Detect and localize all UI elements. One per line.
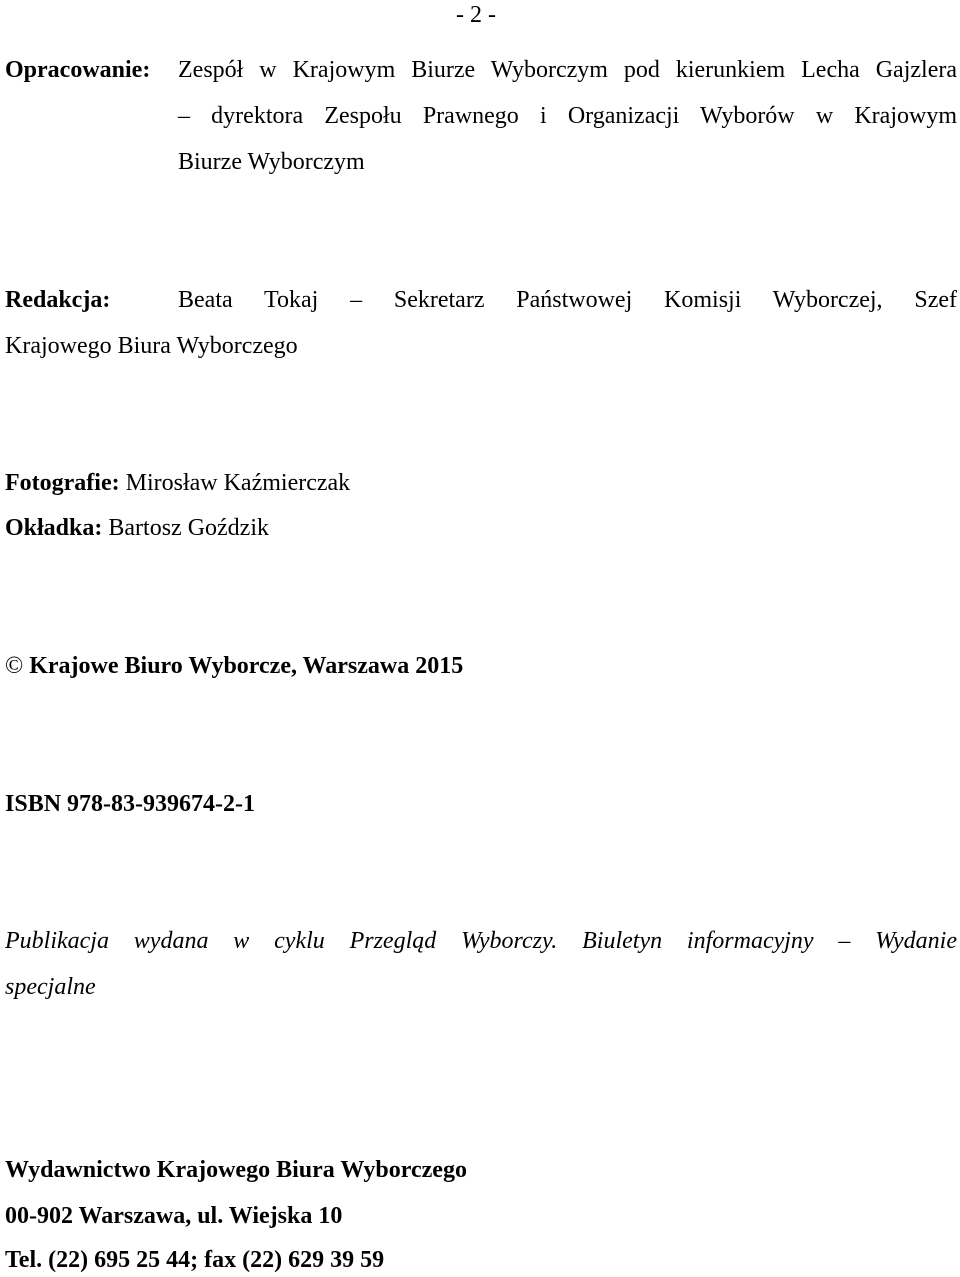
copyright-icon: ©: [5, 653, 24, 679]
redakcja-row-1: [5, 285, 957, 315]
opracowanie-line-1: Zespół w Krajowym Biurze Wyborczym pod kierunkiem Lecha Gajzlera: [178, 57, 957, 83]
opracowanie-line-3: Biurze Wyborczym: [178, 149, 365, 175]
redakcja-line-1: Beata Tokaj – Sekretarz Państwowej Komisji Wyborczej, Szef: [178, 287, 957, 313]
opracowanie-row-1: [5, 55, 957, 85]
opracowanie-line-2: – dyrektora Zespołu Prawnego i Organizacji Wyborów w Krajowym: [178, 103, 957, 129]
fotografie-row: [5, 468, 350, 498]
copyright-text: Krajowe Biuro Wyborcze, Warszawa 2015: [29, 653, 464, 679]
fotografie-label: Fotografie:: [5, 470, 120, 496]
redakcja-label: Redakcja:: [5, 287, 111, 313]
opracowanie-label: Opracowanie:: [5, 57, 151, 83]
wydawnictwo-address: 00-902 Warszawa, ul. Wiejska 10: [5, 1203, 343, 1229]
page-number: - 2 -: [456, 2, 496, 28]
publikacja-line-2: specjalne: [5, 974, 96, 1000]
redakcja-line-2: Krajowego Biura Wyborczego: [5, 333, 298, 359]
wydawnictwo-contact: Tel. (22) 695 25 44; fax (22) 629 39 59: [5, 1247, 385, 1273]
wydawnictwo-name: Wydawnictwo Krajowego Biura Wyborczego: [5, 1157, 467, 1183]
fotografie-value: Mirosław Kaźmierczak: [125, 470, 351, 496]
okladka-value: Bartosz Goździk: [108, 515, 269, 541]
copyright-row: [5, 651, 463, 681]
isbn: ISBN 978-83-939674-2-1: [5, 791, 255, 817]
okladka-label: Okładka:: [5, 515, 103, 541]
publikacja-line-1: Publikacja wydana w cyklu Przegląd Wyborczy. Biuletyn informacyjny – Wydanie: [5, 928, 957, 954]
okladka-row: [5, 513, 269, 543]
